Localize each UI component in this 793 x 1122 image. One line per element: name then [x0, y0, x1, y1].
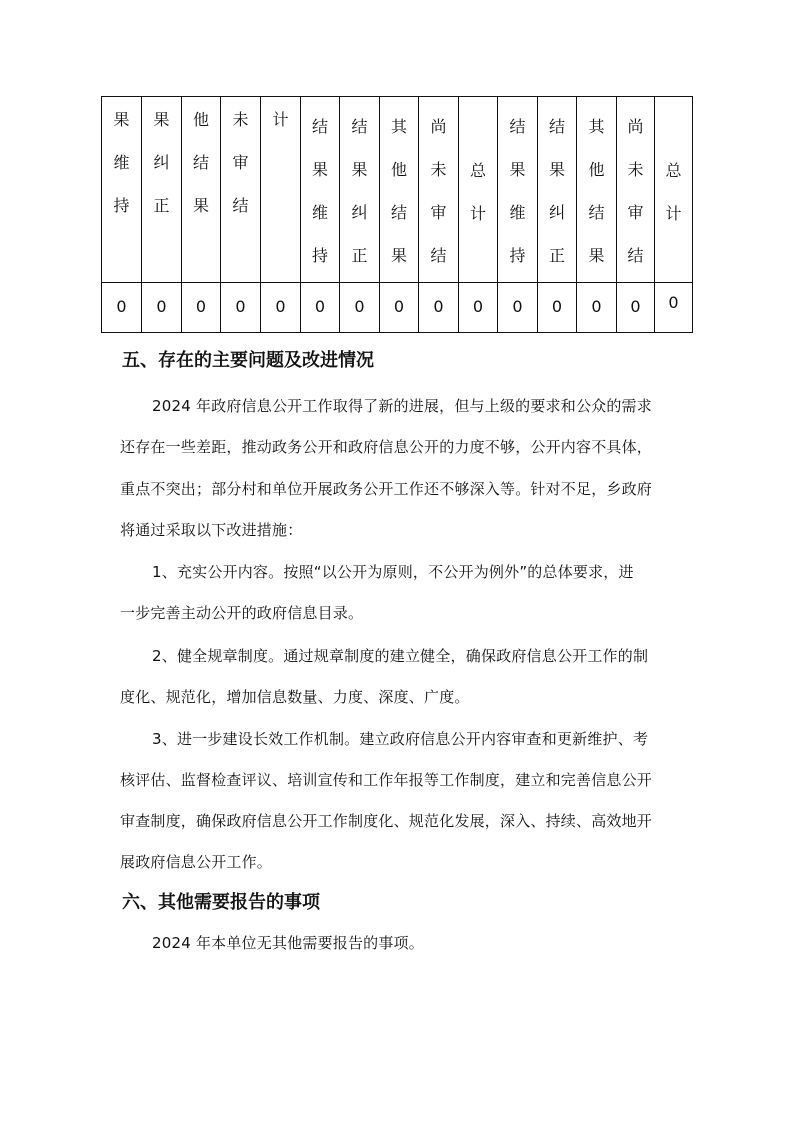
value-cell	[142, 283, 182, 332]
value-text: 0	[195, 297, 207, 316]
paragraph-line: 将通过采取以下改进措施：	[120, 521, 303, 539]
header-text: 计	[272, 110, 289, 129]
table-header-row	[102, 97, 692, 283]
value-cell	[182, 283, 221, 332]
header-cell	[655, 97, 692, 282]
header-text: 总 计	[665, 161, 682, 223]
value-cell	[459, 283, 498, 332]
value-text: 0	[630, 297, 641, 316]
value-text: 0	[433, 297, 444, 316]
value-text: 0	[472, 297, 484, 316]
value-cell	[655, 283, 692, 332]
value-text: 0	[275, 297, 286, 316]
header-text: 结 果 纠 正	[351, 117, 368, 265]
list-item-line: 审查制度，确保政府信息公开工作制度化、规范化发展，深入、持续、高效地开	[120, 812, 653, 830]
header-text: 未 审 结	[232, 110, 249, 215]
header-cell	[301, 97, 340, 282]
header-cell	[182, 97, 221, 282]
header-text: 尚 未 审 结	[430, 117, 447, 265]
value-text: 0	[235, 297, 246, 316]
value-cell	[102, 283, 142, 332]
list-item-line: 2、健全规章制度。通过规章制度的建立健全，确保政府信息公开工作的制	[152, 647, 649, 665]
value-cell	[419, 283, 459, 332]
list-item-line: 一步完善主动公开的政府信息目录。	[120, 604, 364, 622]
value-cell	[340, 283, 380, 332]
header-text: 结 果 纠 正	[548, 117, 565, 265]
header-text: 尚 未 审 结	[627, 117, 644, 265]
header-cell	[577, 97, 617, 282]
header-cell	[380, 97, 419, 282]
review-results-table	[101, 96, 693, 333]
value-cell	[380, 283, 419, 332]
header-cell	[261, 97, 301, 282]
section-heading-problems: 五、存在的主要问题及改进情况	[122, 350, 374, 371]
value-cell	[301, 283, 340, 332]
paragraph-line: 2024 年本单位无其他需要报告的事项。	[152, 934, 424, 952]
header-cell	[102, 97, 142, 282]
header-text: 他 结 果	[192, 110, 209, 215]
value-text: 0	[314, 297, 326, 316]
header-text: 其 他 结 果	[390, 117, 407, 265]
header-cell	[459, 97, 498, 282]
header-cell	[617, 97, 655, 282]
paragraph-line: 还存在一些差距，推动政务公开和政府信息公开的力度不够，公开内容不具体，	[120, 438, 653, 456]
header-text: 果 维 持	[113, 110, 130, 215]
value-cell	[498, 283, 538, 332]
value-text: 0	[591, 297, 602, 316]
value-text: 0	[668, 293, 679, 312]
table-value-row	[102, 283, 692, 332]
value-cell	[538, 283, 577, 332]
header-cell	[142, 97, 182, 282]
header-cell	[340, 97, 380, 282]
list-item-line: 1、充实公开内容。按照“以公开为原则，不公开为例外”的总体要求，进	[152, 563, 634, 581]
section-heading-other-matters: 六、其他需要报告的事项	[122, 892, 320, 913]
header-cell	[221, 97, 261, 282]
header-cell	[498, 97, 538, 282]
value-cell	[577, 283, 617, 332]
list-item-line: 展政府信息公开工作。	[120, 853, 273, 871]
list-item-line: 核评估、监督检查评议、培训宣传和工作年报等工作制度，建立和完善信息公开	[120, 771, 653, 789]
list-item-line: 3、进一步建设长效工作机制。建立政府信息公开内容审查和更新维护、考	[152, 730, 649, 748]
paragraph-line: 2024 年政府信息公开工作取得了新的进展，但与上级的要求和公众的需求	[152, 397, 652, 415]
paragraph-line: 重点不突出；部分村和单位开展政务公开工作还不够深入等。针对不足，乡政府	[120, 480, 653, 498]
value-text: 0	[116, 297, 127, 316]
header-text: 其 他 结 果	[588, 117, 605, 265]
header-text: 结 果 维 持	[509, 117, 526, 265]
value-cell	[261, 283, 301, 332]
header-text: 总 计	[469, 161, 486, 223]
list-item-line: 度化、规范化，增加信息数量、力度、深度、广度。	[120, 688, 470, 706]
value-text: 0	[551, 297, 563, 316]
header-text: 果 纠 正	[153, 110, 170, 215]
header-cell	[538, 97, 577, 282]
value-cell	[617, 283, 655, 332]
header-cell	[419, 97, 459, 282]
value-text: 0	[512, 297, 523, 316]
header-text: 结 果 维 持	[311, 117, 328, 265]
value-text: 0	[354, 297, 365, 316]
value-text: 0	[393, 297, 405, 316]
value-text: 0	[156, 297, 167, 316]
value-cell	[221, 283, 261, 332]
